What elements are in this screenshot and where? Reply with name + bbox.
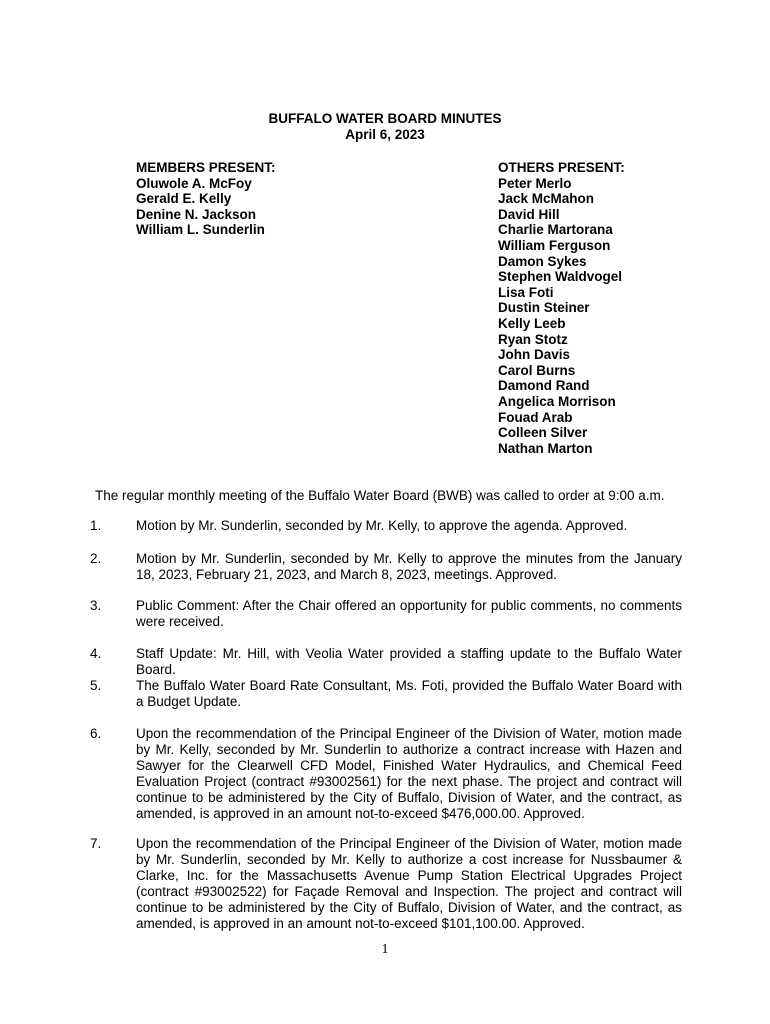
item-number: 2. — [90, 551, 102, 566]
document-header — [0, 111, 770, 143]
others-present-list — [498, 160, 625, 456]
item-number: 7. — [90, 836, 102, 851]
item-number: 1. — [90, 518, 102, 533]
agenda-item — [90, 598, 682, 630]
agenda-item — [90, 518, 682, 534]
attendee-name: Damon Sykes — [498, 253, 587, 269]
attendee-name: Ryan Stotz — [498, 331, 568, 347]
member-name: Gerald E. Kelly — [136, 191, 232, 207]
item-text: The Buffalo Water Board Rate Consultant, Ms. Foti, provided the Buffalo Water Board with a Budget Update. — [136, 678, 682, 709]
attendee-name: Peter Merlo — [498, 175, 572, 191]
attendee-name: Carol Burns — [498, 362, 576, 378]
item-number: 3. — [90, 598, 102, 613]
item-text: Upon the recommendation of the Principal Engineer of the Division of Water, motion made by Mr. Sunderlin, seconded by Mr. Kelly to authorize a cost increase for Nussbaumer & Clarke, Inc. for the Massachusetts Avenue Pump Station Electrical Upgrades Project (contract #93002522) for Façade Removal and Inspection. The project and contract will continue to be administered by the City of Buffalo, Division of Water, and the contract, as amended, is approved in an amount not-to-exceed $101,100.00. Approved. — [136, 836, 682, 931]
agenda-item — [90, 836, 682, 932]
agenda-item — [90, 646, 682, 678]
agenda-item — [90, 551, 682, 583]
item-text: Staff Update: Mr. Hill, with Veolia Water provided a staffing update to the Buffalo Water Board. — [136, 646, 682, 677]
agenda-item — [90, 726, 682, 822]
members-present-list — [136, 160, 276, 238]
attendee-name: Lisa Foti — [498, 284, 554, 300]
item-number: 5. — [90, 678, 102, 693]
item-text: Upon the recommendation of the Principal Engineer of the Division of Water, motion made by Mr. Kelly, seconded by Mr. Sunderlin to authorize a contract increase with Hazen and Sawyer for the Clearwell CFD Model, Finished Water Hydraulics, and Chemical Feed Evaluation Project (contract #93002561) for the next phase. The project and contract will continue to be administered by the City of Buffalo, Division of Water, and the contract, as amended, is approved in an amount not-to-exceed $476,000.00. Approved. — [136, 726, 682, 821]
attendee-name: Charlie Martorana — [498, 222, 613, 238]
document-title: BUFFALO WATER BOARD MINUTES — [268, 111, 502, 126]
attendee-name: David Hill — [498, 206, 560, 222]
attendee-name: John Davis — [498, 347, 571, 363]
attendee-name: William Ferguson — [498, 237, 611, 253]
item-text: Motion by Mr. Sunderlin, seconded by Mr. Kelly, to approve the agenda. Approved. — [136, 518, 628, 533]
others-present-heading: OTHERS PRESENT: — [498, 160, 625, 175]
agenda-item — [90, 678, 682, 710]
members-present-heading: MEMBERS PRESENT: — [136, 160, 276, 175]
member-name: Oluwole A. McFoy — [136, 175, 252, 191]
attendee-name: Colleen Silver — [498, 425, 588, 441]
item-text: Motion by Mr. Sunderlin, seconded by Mr. Kelly to approve the minutes from the January 18, 2023, February 21, 2023, and March 8, 2023, meetings. Approved. — [136, 551, 682, 582]
meeting-date: April 6, 2023 — [345, 127, 425, 142]
page-number: 1 — [381, 942, 389, 957]
attendee-name: Kelly Leeb — [498, 315, 566, 331]
attendee-name: Jack McMahon — [498, 191, 595, 207]
item-number: 4. — [90, 646, 102, 661]
attendee-name: Dustin Steiner — [498, 300, 590, 316]
attendee-name: Nathan Marton — [498, 440, 593, 456]
member-name: Denine N. Jackson — [136, 206, 257, 222]
attendee-name: Fouad Arab — [498, 409, 573, 425]
attendee-name: Stephen Waldvogel — [498, 269, 623, 285]
attendee-name: Damond Rand — [498, 378, 590, 394]
item-number: 6. — [90, 726, 102, 741]
member-name: William L. Sunderlin — [136, 222, 265, 238]
attendee-name: Angelica Morrison — [498, 393, 616, 409]
intro-paragraph: The regular monthly meeting of the Buffalo Water Board (BWB) was called to order at 9:00 a.m. — [95, 488, 665, 503]
item-text: Public Comment: After the Chair offered an opportunity for public comments, no comments were received. — [136, 598, 682, 629]
